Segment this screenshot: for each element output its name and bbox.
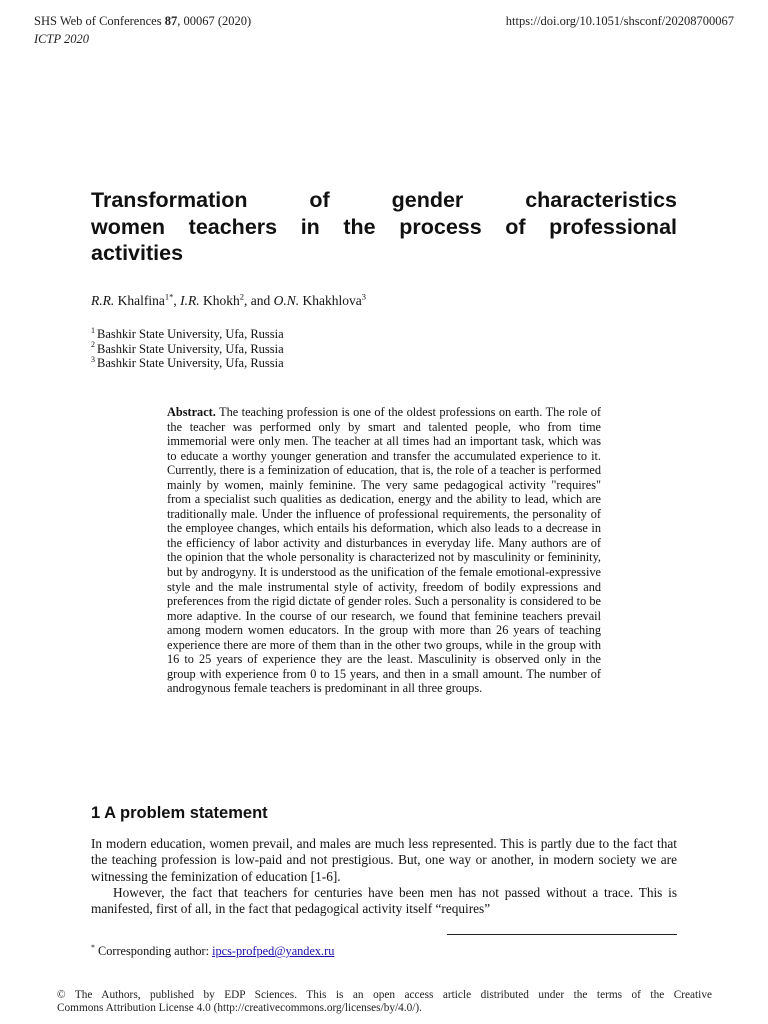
article-number: , 00067 (2020) xyxy=(177,14,252,28)
abstract-label: Abstract. xyxy=(167,405,216,419)
author-initials: O.N. xyxy=(273,293,300,308)
license-line: © The Authors, published by EDP Sciences. This is an open access article distributed under the terms of the Creative xyxy=(57,989,712,1001)
title-line: Transformation of gender characteristics xyxy=(91,188,677,212)
doi-link[interactable]: https://doi.org/10.1051/shsconf/20208700067 xyxy=(505,14,734,28)
author-list xyxy=(91,293,366,309)
paragraph: However, the fact that teachers for centuries have been men has not passed without a trace. This is manifested, first of all, in the fact that pedagogical activity itself “requires” xyxy=(91,884,677,917)
section-heading: 1 A problem statement xyxy=(91,804,268,822)
author-initials: I.R. xyxy=(180,293,200,308)
conference-name: ICTP 2020 xyxy=(34,32,89,46)
license-notice xyxy=(57,989,712,1015)
title-line: activities xyxy=(91,241,184,265)
affiliation-item xyxy=(91,356,284,371)
affiliation-item xyxy=(91,342,284,357)
corresponding-email-link[interactable]: ipcs-profped@yandex.ru xyxy=(212,944,335,958)
title-line: women teachers in the process of professional xyxy=(91,214,677,239)
paper-title xyxy=(91,187,677,267)
author-affil-mark: 1* xyxy=(164,291,174,302)
footnote-mark: * xyxy=(91,942,95,952)
affiliation-text: Bashkir State University, Ufa, Russia xyxy=(97,356,284,370)
footnote xyxy=(91,944,334,959)
affiliation-number: 1 xyxy=(91,325,95,335)
author-affil-mark: 2 xyxy=(239,291,244,302)
author-surname: Khakhlova xyxy=(299,293,362,308)
running-header-left xyxy=(34,13,251,47)
author-affil-mark: 3 xyxy=(361,291,366,302)
abstract xyxy=(167,405,601,696)
abstract-text: The teaching profession is one of the oldest professions on earth. The role of the teacher was performed only by smart and talented people, who from time immemorial were only men. The teacher at all times had an important task, which was to educate a worthy younger generation and transfer the accumulated experience to it. Currently, there is a feminization of education, that is, the role of a teacher is performed mainly by women, mainly feminine. The very same pedagogical activity "requires" from a specialist such qualities as dedication, energy and the ability to lead, which are traditionally male. Under the influence of professional requirements, the personality of the employee changes, which entails his deformation, which also leads to a decrease in the efficiency of labor activity and disturbances in everyday life. Many authors are of the opinion that the whole personality is characterized not by masculinity or femininity, but by androgyny. It is understood as the unification of the female emotional-expressive style and the male instrumental style of activity, freedom of bodily expressions and preferences from the rigid dictate of gender roles. Such a personality is considered to be more adaptive. In the course of our research, we found that feminine teachers prevail among modern women educators. In the group with more than 26 years of teaching experience there are more of them than in the other two groups, while in the group with 16 to 25 years of experience they are the least. Masculinity is observed only in the group with experience from 0 to 15 years, and then in a small amount. The number of androgynous female teachers is predominant in all three groups. xyxy=(167,405,601,696)
journal-volume: 87 xyxy=(164,14,178,28)
author-separator: , xyxy=(173,293,181,308)
affiliation-item xyxy=(91,327,284,342)
author-surname: Khalfina xyxy=(114,293,165,308)
footnote-label: Corresponding author: xyxy=(98,944,213,958)
author-separator: , and xyxy=(243,293,274,308)
affiliation-text: Bashkir State University, Ufa, Russia xyxy=(97,327,284,341)
section-body xyxy=(91,836,677,917)
affiliation-list xyxy=(91,327,284,371)
license-line: Commons Attribution License 4.0 (http://creativecommons.org/licenses/by/4.0/). xyxy=(57,1002,423,1014)
affiliation-number: 3 xyxy=(91,354,95,364)
paragraph: In modern education, women prevail, and males are much less represented. This is partly due to the fact that the teaching profession is low-paid and not prestigious. But, one way or another, in modern society we are witnessing the feminization of education [1-6]. xyxy=(91,836,677,884)
author-initials: R.R. xyxy=(91,293,115,308)
author-surname: Khokh xyxy=(199,293,240,308)
footnote-divider xyxy=(447,934,677,935)
affiliation-number: 2 xyxy=(91,340,95,350)
affiliation-text: Bashkir State University, Ufa, Russia xyxy=(97,341,284,356)
journal-name: SHS Web of Conferences xyxy=(34,14,165,28)
